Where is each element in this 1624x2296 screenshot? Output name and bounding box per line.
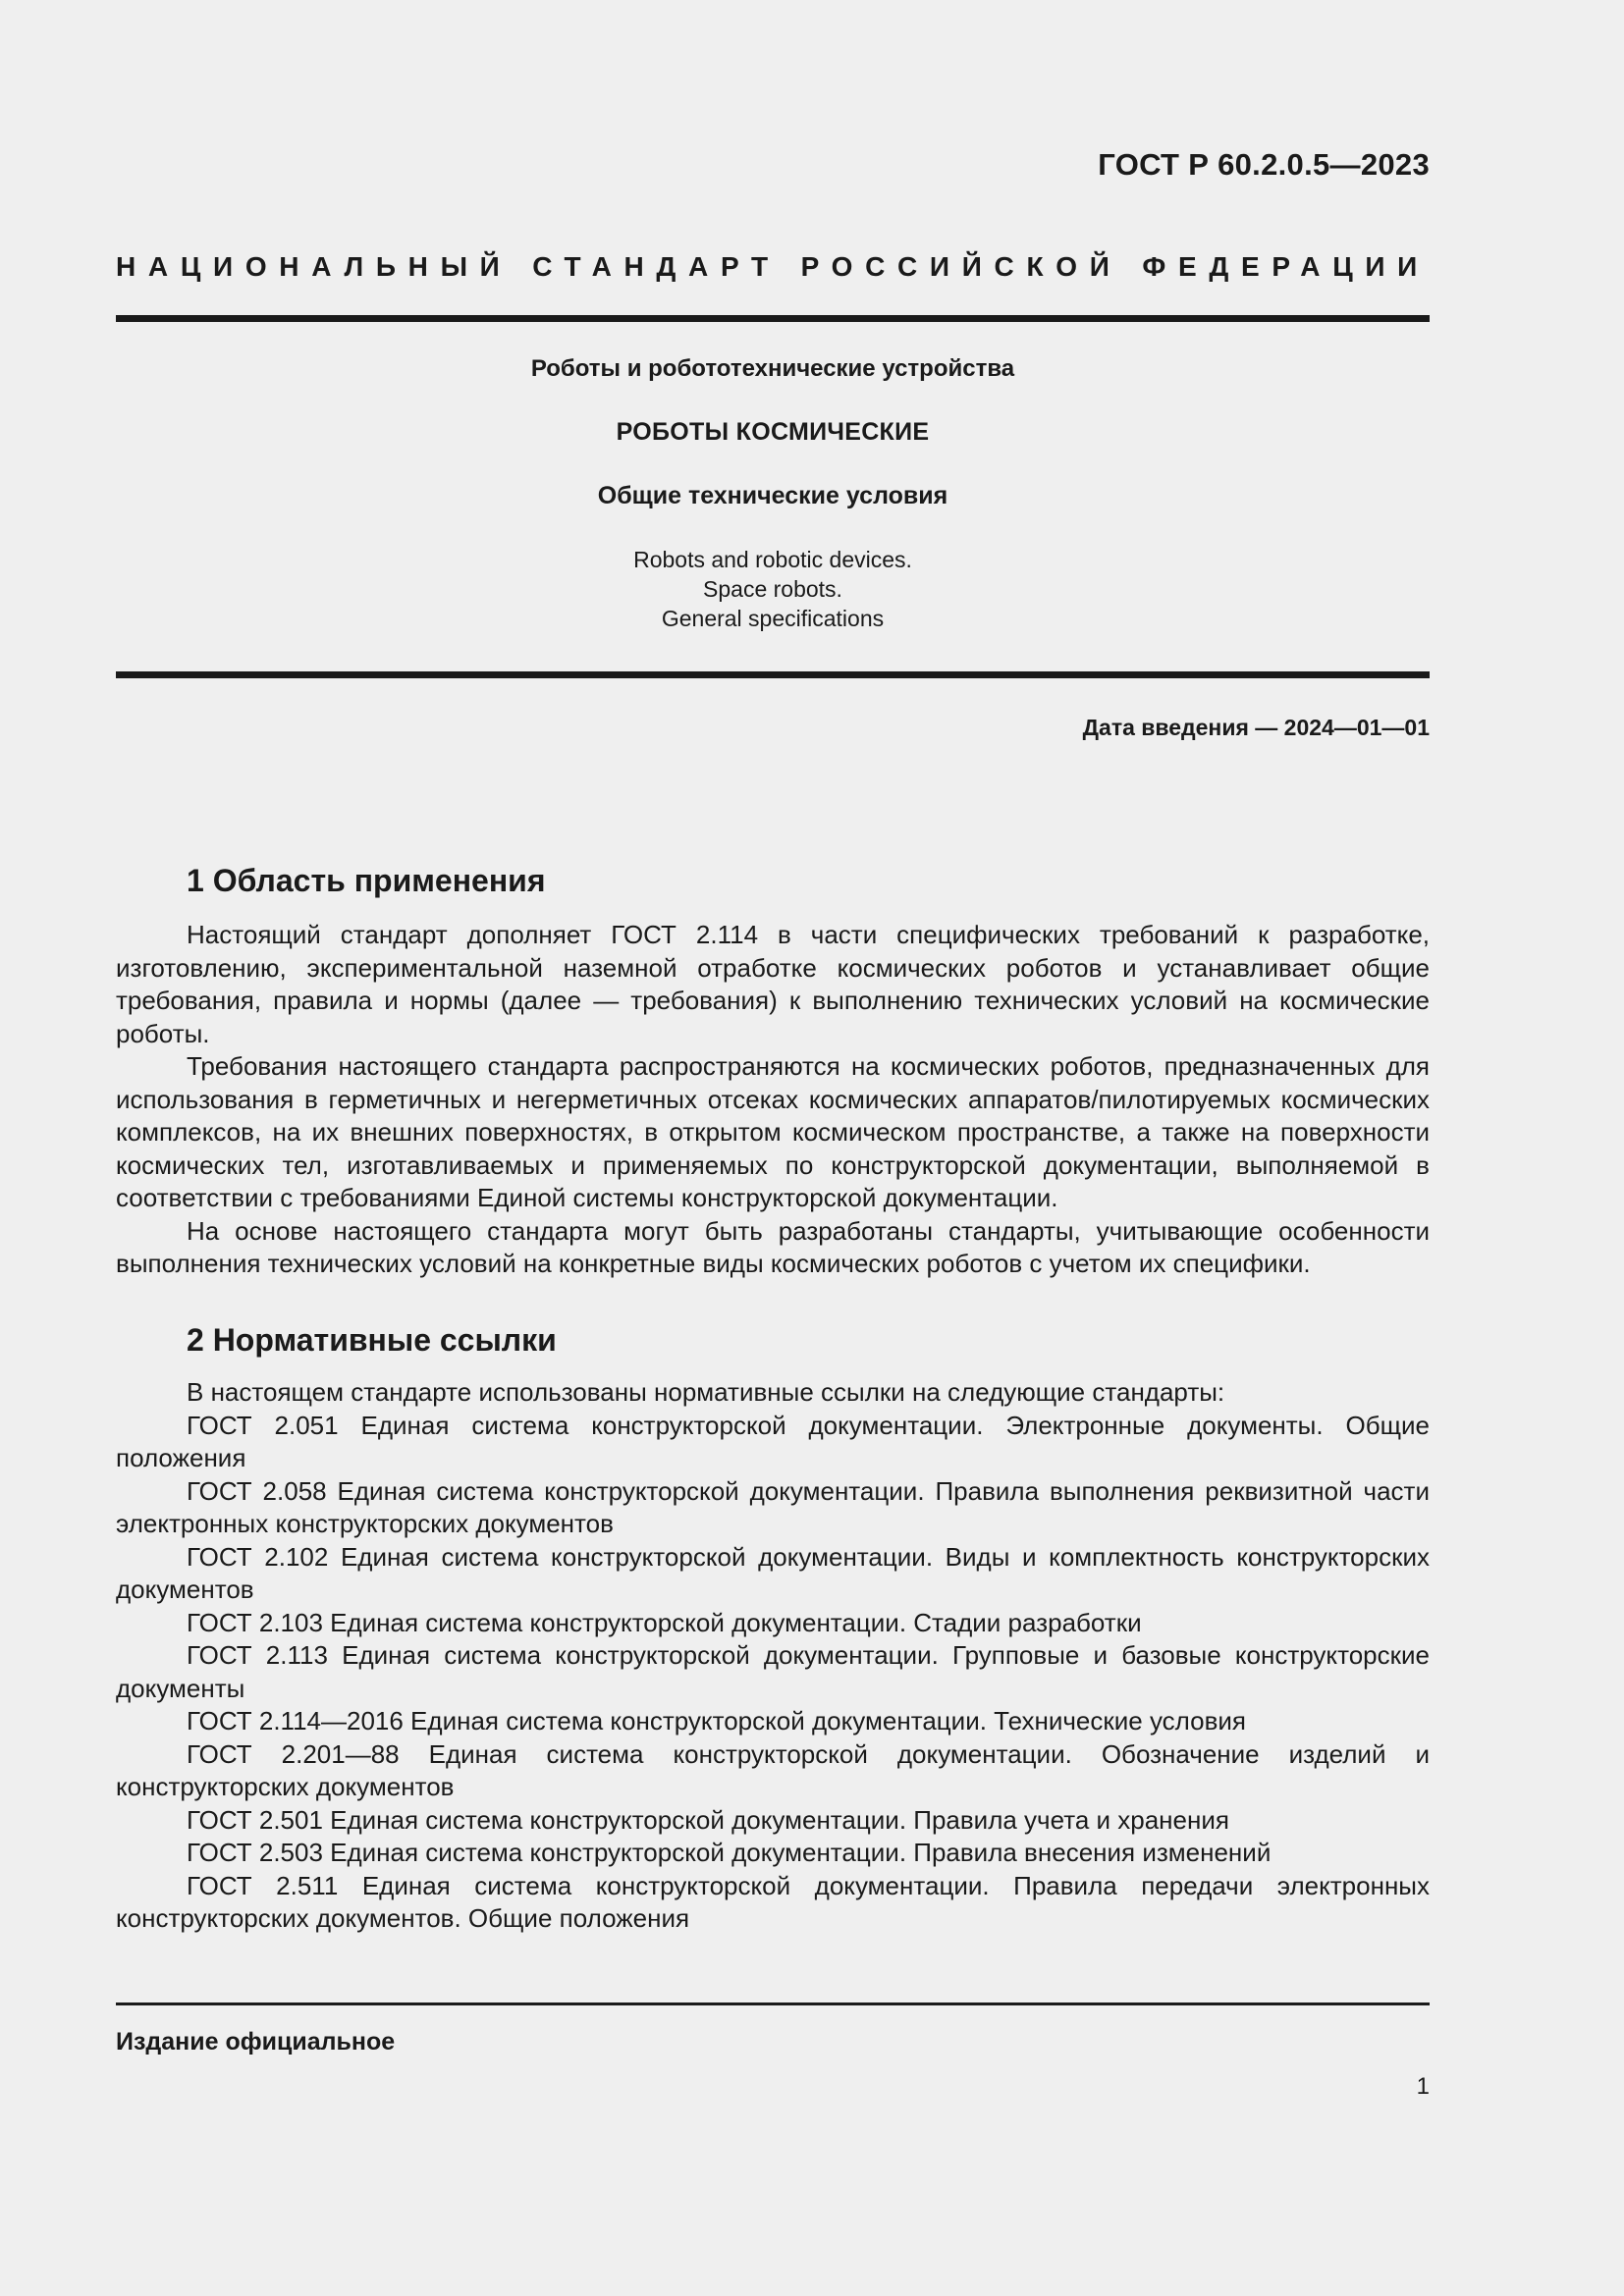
reference-item: ГОСТ 2.501 Единая система конструкторской документации. Правила учета и хранения	[187, 1804, 1229, 1835]
english-title-line: Robots and robotic devices.	[633, 547, 912, 572]
paragraph: Настоящий стандарт дополняет ГОСТ 2.114 в части специфических требований к разработке, изготовлению, экспериментальной наземной отработке космических роботов и устанавливает общие требования, правила и нормы (далее — требования) к выполнению технических условий на космические роботы.	[116, 920, 1430, 1048]
english-title	[116, 545, 1430, 633]
footer-divider	[116, 2002, 1430, 2005]
paragraph: На основе настоящего стандарта могут быть разработаны стандарты, учитывающие особенности выполнения технических условий на конкретные виды космических роботов с учетом их специфики.	[116, 1215, 1430, 1278]
english-title-line: Space robots.	[703, 576, 842, 602]
english-title-line: General specifications	[661, 606, 885, 631]
paragraph: Требования настоящего стандарта распространяются на космических роботов, предназначенных для использования в герметичных и негерметичных отсеках космических аппаратов/пилотируемых космических комплексов, на их внешних поверхностях, в открытом космическом пространстве, а также на поверхности космических тел, изготавливаемых и применяемых по конструкторской документации, выполняемой в соответствии с требованиями Единой системы конструкторской документации.	[116, 1051, 1430, 1212]
top-divider	[116, 315, 1430, 322]
section-1-heading: 1 Область применения	[187, 863, 546, 898]
introduction-date: Дата введения — 2024—01—01	[1082, 715, 1430, 740]
reference-item: ГОСТ 2.511 Единая система конструкторской документации. Правила передачи электронных конструкторских документов. Общие положения	[116, 1870, 1430, 1933]
document-number: ГОСТ Р 60.2.0.5—2023	[1098, 147, 1430, 182]
references-intro: В настоящем стандарте использованы нормативные ссылки на следующие стандарты:	[187, 1377, 1225, 1407]
title-divider	[116, 671, 1430, 678]
reference-item: ГОСТ 2.503 Единая система конструкторской документации. Правила внесения изменений	[187, 1838, 1272, 1867]
reference-item: ГОСТ 2.114—2016 Единая система конструкторской документации. Технические условия	[187, 1706, 1246, 1735]
section-2-heading: 2 Нормативные ссылки	[187, 1322, 557, 1358]
national-standard-title: НАЦИОНАЛЬНЫЙ СТАНДАРТ РОССИЙСКОЙ ФЕДЕРАЦИИ	[116, 251, 1430, 282]
page-number: 1	[1416, 2073, 1430, 2100]
standard-subtitle: Общие технические условия	[597, 482, 948, 509]
reference-item: ГОСТ 2.201—88 Единая система конструкторской документации. Обозначение изделий и конструкторских документов	[116, 1738, 1430, 1801]
reference-item: ГОСТ 2.058 Единая система конструкторской документации. Правила выполнения реквизитной части электронных конструкторских документов	[116, 1475, 1430, 1538]
reference-item: ГОСТ 2.113 Единая система конструкторской документации. Групповые и базовые конструкторские документы	[116, 1640, 1430, 1703]
reference-item: ГОСТ 2.102 Единая система конструкторской документации. Виды и комплектность конструкторских документов	[116, 1541, 1430, 1604]
reference-item: ГОСТ 2.103 Единая система конструкторской документации. Стадии разработки	[187, 1607, 1142, 1637]
section-1-body	[116, 919, 1430, 1281]
standard-title: РОБОТЫ КОСМИЧЕСКИЕ	[616, 418, 930, 446]
standard-subject: Роботы и робототехнические устройства	[530, 355, 1015, 382]
section-2-body	[116, 1376, 1430, 1936]
reference-item: ГОСТ 2.051 Единая система конструкторской документации. Электронные документы. Общие положения	[116, 1410, 1430, 1472]
official-edition-label: Издание официальное	[116, 2028, 396, 2056]
